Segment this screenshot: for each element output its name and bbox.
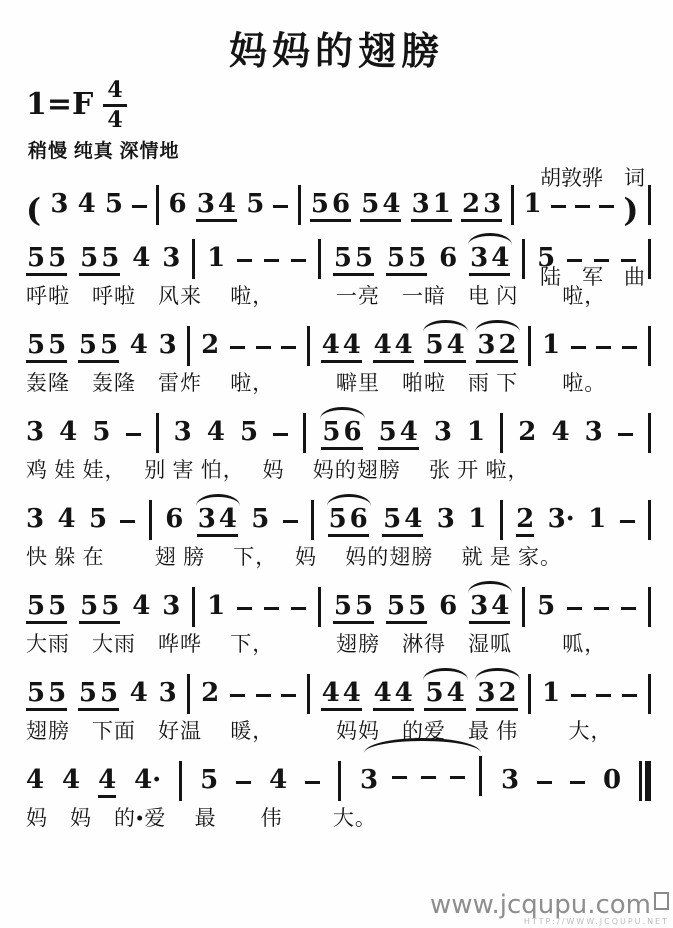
note-group bbox=[333, 245, 374, 276]
note: 5 bbox=[78, 678, 97, 708]
duration-dash bbox=[236, 781, 251, 784]
music-line bbox=[26, 236, 651, 309]
notes-row bbox=[26, 410, 651, 450]
note: 5 bbox=[92, 417, 111, 447]
duration-dash bbox=[596, 694, 611, 697]
note: 4 bbox=[382, 189, 401, 219]
key-tonic: 1=F bbox=[26, 87, 94, 122]
note: 1 bbox=[541, 330, 561, 360]
note-group bbox=[26, 680, 67, 711]
duration-dash bbox=[281, 694, 296, 697]
note: 4 bbox=[491, 243, 510, 273]
barline bbox=[648, 239, 651, 279]
note: 4 bbox=[399, 417, 418, 447]
duration-dash bbox=[570, 781, 585, 784]
note: 6 bbox=[439, 591, 458, 621]
note: 1 bbox=[468, 504, 487, 534]
barline bbox=[192, 587, 195, 627]
note-group bbox=[469, 593, 510, 624]
note-group bbox=[411, 191, 452, 222]
duration-dash bbox=[551, 205, 566, 208]
note: 5 bbox=[383, 504, 402, 534]
note: 4 bbox=[446, 330, 465, 360]
final-barline bbox=[639, 761, 651, 801]
note: 6 bbox=[439, 243, 458, 273]
note: 3 bbox=[436, 504, 455, 534]
lyrics-line: 轰隆 轰隆 雷炸 啦， 噼里 啪啦 雨 下 啦。 bbox=[26, 371, 607, 395]
barline bbox=[187, 326, 190, 366]
duration-dash bbox=[132, 205, 147, 208]
barline bbox=[500, 413, 503, 453]
note: 5 bbox=[80, 591, 99, 621]
note: 5 bbox=[99, 678, 119, 708]
note: 3 bbox=[50, 189, 69, 219]
note: 2 bbox=[201, 678, 220, 708]
note: 3 bbox=[197, 504, 216, 534]
note: 6 bbox=[165, 504, 184, 534]
note-group bbox=[196, 191, 237, 222]
duration-dash bbox=[537, 781, 552, 784]
barline bbox=[479, 756, 482, 796]
barline bbox=[648, 587, 651, 627]
note: 3 bbox=[411, 189, 430, 219]
note: 5 bbox=[386, 591, 406, 621]
note: 6 bbox=[349, 504, 368, 534]
duration-dash bbox=[305, 781, 320, 784]
music-line bbox=[26, 182, 651, 229]
duration-dash bbox=[273, 205, 288, 208]
note: 4 bbox=[551, 417, 570, 447]
note: 2 bbox=[498, 330, 517, 360]
note: 5 bbox=[27, 678, 46, 708]
note: 3 bbox=[433, 417, 452, 447]
note: 1 bbox=[541, 678, 561, 708]
barline bbox=[156, 185, 159, 225]
note: 6 bbox=[343, 417, 362, 447]
note: 4 bbox=[404, 504, 423, 534]
note: 3 bbox=[501, 765, 520, 795]
note: 3 bbox=[173, 417, 192, 447]
duration-dash bbox=[273, 433, 288, 436]
note-group bbox=[197, 506, 238, 537]
note-group bbox=[78, 332, 119, 363]
duration-dash bbox=[620, 520, 635, 523]
note: 5 bbox=[425, 678, 444, 708]
duration-dash bbox=[291, 607, 306, 610]
note-group bbox=[386, 245, 427, 276]
note-group bbox=[476, 680, 517, 711]
notes-row bbox=[26, 497, 651, 537]
note: 3 bbox=[584, 417, 603, 447]
note: 4 bbox=[98, 767, 116, 798]
barline bbox=[318, 239, 321, 279]
barline bbox=[298, 185, 301, 225]
barline bbox=[307, 326, 310, 366]
duration-dash bbox=[237, 259, 252, 262]
notes-row bbox=[26, 323, 651, 363]
barline bbox=[528, 326, 531, 366]
meter-denominator: 4 bbox=[107, 107, 123, 133]
note: 3 bbox=[477, 678, 496, 708]
note-group bbox=[321, 419, 362, 450]
note-group bbox=[26, 245, 67, 276]
watermark-sub-url: HTTP://WWW.JCQUPU.NET bbox=[523, 917, 669, 926]
barline bbox=[307, 674, 310, 714]
note: 5 bbox=[333, 243, 352, 273]
watermark-url: www.jcqupu.com bbox=[430, 890, 651, 920]
duration-dash bbox=[291, 259, 306, 262]
note: 4 bbox=[132, 243, 151, 273]
note: 5 bbox=[328, 504, 347, 534]
duration-dash bbox=[594, 259, 609, 262]
note: 1 bbox=[467, 417, 486, 447]
barline bbox=[511, 185, 514, 225]
lyrics-line: 翅膀 下面 好温 暖， 妈妈 的爱 最 伟 大， bbox=[26, 719, 613, 743]
barline bbox=[338, 761, 341, 801]
duration-dash bbox=[567, 607, 582, 610]
note: 3· bbox=[547, 504, 575, 534]
note: 3 bbox=[158, 330, 177, 360]
note: 4 bbox=[218, 504, 237, 534]
note: 2 bbox=[518, 417, 537, 447]
note: 2 bbox=[201, 330, 220, 360]
barline bbox=[149, 500, 152, 540]
note-group bbox=[79, 593, 120, 624]
watermark bbox=[430, 890, 669, 926]
note: 5 bbox=[408, 591, 427, 621]
barline bbox=[648, 413, 651, 453]
note-group bbox=[424, 332, 465, 363]
duration-dash bbox=[237, 607, 252, 610]
note: 5 bbox=[27, 330, 46, 360]
note-group bbox=[321, 680, 362, 711]
meter-numerator: 4 bbox=[103, 78, 126, 107]
note: 4 bbox=[446, 678, 465, 708]
lyricist-credit: 胡敦骅 词 bbox=[540, 166, 645, 190]
duration-dash bbox=[618, 433, 633, 436]
note: 5 bbox=[322, 417, 341, 447]
lyrics-line: 鸡 娃 娃， 别 害 怕， 妈 妈的翅膀 张 开 啦， bbox=[26, 458, 530, 482]
note: 4 bbox=[321, 678, 340, 708]
note: 5 bbox=[48, 330, 67, 360]
note-group bbox=[469, 245, 510, 276]
page-title: 妈妈的翅膀 bbox=[228, 31, 444, 73]
barline bbox=[500, 500, 503, 540]
note: 5 bbox=[78, 330, 97, 360]
barline bbox=[303, 413, 306, 453]
duration-dash bbox=[622, 694, 637, 697]
note: 5 bbox=[333, 591, 352, 621]
note-group bbox=[476, 332, 517, 363]
note: 5 bbox=[354, 243, 374, 273]
note: 1 bbox=[588, 504, 607, 534]
note: 2 bbox=[516, 506, 534, 537]
note-group bbox=[328, 506, 369, 537]
note: 4 bbox=[132, 591, 151, 621]
note: 5 bbox=[361, 189, 380, 219]
note: 5 bbox=[386, 243, 406, 273]
note: 5 bbox=[408, 243, 427, 273]
note: 4 bbox=[129, 678, 148, 708]
lyrics-line: 呼啦 呼啦 风来 啦， 一亮 一暗 电 闪 啦， bbox=[26, 284, 607, 308]
note-group bbox=[382, 506, 423, 537]
small-box-glyph bbox=[654, 892, 669, 910]
duration-dash bbox=[283, 520, 298, 523]
note: 5 bbox=[251, 504, 270, 534]
lyrics-line: 快 躲 在 翅 膀 下， 妈 妈的翅膀 就 是 家。 bbox=[26, 545, 562, 569]
note: 6 bbox=[168, 189, 187, 219]
note-group bbox=[359, 753, 483, 798]
note: 5 bbox=[101, 591, 120, 621]
duration-dash bbox=[621, 607, 636, 610]
barline bbox=[648, 185, 651, 225]
note: 3 bbox=[158, 678, 177, 708]
note: 5 bbox=[88, 504, 108, 534]
music-line bbox=[26, 323, 651, 396]
note: 4 bbox=[394, 678, 413, 708]
note: 5 bbox=[48, 243, 67, 273]
note: 4 bbox=[77, 189, 96, 219]
note: 5 bbox=[537, 591, 556, 621]
barline bbox=[522, 587, 525, 627]
note-group bbox=[78, 680, 119, 711]
note: 4 bbox=[342, 330, 361, 360]
note: 5 bbox=[537, 243, 556, 273]
note: 4 bbox=[373, 678, 392, 708]
barline bbox=[648, 674, 651, 714]
note-group bbox=[321, 332, 362, 363]
note: 5 bbox=[310, 189, 329, 219]
note: 4 bbox=[373, 330, 392, 360]
music-line bbox=[26, 671, 651, 744]
notes-row bbox=[26, 758, 651, 798]
composer-credit: 陆 军 曲 bbox=[540, 265, 645, 289]
barline bbox=[179, 761, 182, 801]
note: 4 bbox=[206, 417, 225, 447]
lyrics-line: 妈 妈 的•爱 最 伟 大。 bbox=[26, 806, 377, 830]
note: 3 bbox=[196, 189, 215, 219]
note: 3 bbox=[470, 591, 489, 621]
note-group bbox=[373, 332, 414, 363]
notes-row bbox=[26, 236, 651, 276]
note-group bbox=[79, 245, 120, 276]
duration-dash bbox=[281, 346, 296, 349]
duration-dash bbox=[256, 694, 271, 697]
note: 5 bbox=[80, 243, 99, 273]
music-line bbox=[26, 584, 651, 657]
note: 2 bbox=[498, 678, 517, 708]
tempo-marking: 稍慢 纯真 深情地 bbox=[28, 141, 180, 162]
note: 4 bbox=[217, 189, 237, 219]
note: 2 bbox=[461, 189, 481, 219]
duration-dash bbox=[450, 776, 465, 779]
duration-dash bbox=[596, 346, 611, 349]
note: 4 bbox=[57, 504, 76, 534]
note: 4 bbox=[491, 591, 510, 621]
note: 4 bbox=[62, 765, 81, 795]
note: 5 bbox=[354, 591, 374, 621]
duration-dash bbox=[622, 346, 637, 349]
notes-row bbox=[26, 671, 651, 711]
note: 3 bbox=[162, 243, 181, 273]
duration-dash bbox=[594, 607, 609, 610]
note: 4 bbox=[321, 330, 340, 360]
notes-row bbox=[26, 584, 651, 624]
duration-dash bbox=[571, 694, 586, 697]
lyrics-line: 大雨 大雨 哗哗 下， 翅膀 淋得 湿呱 呱， bbox=[26, 632, 607, 656]
note-group bbox=[310, 191, 351, 222]
barline bbox=[528, 674, 531, 714]
note-group bbox=[386, 593, 427, 624]
note: 3 bbox=[470, 243, 489, 273]
note-group bbox=[360, 191, 401, 222]
duration-dash bbox=[392, 776, 407, 779]
barline bbox=[648, 500, 651, 540]
note: 3 bbox=[483, 189, 502, 219]
note: 4 bbox=[129, 330, 148, 360]
time-signature bbox=[103, 78, 126, 131]
note-group bbox=[424, 680, 465, 711]
note: 5 bbox=[200, 765, 219, 795]
note: 1 bbox=[207, 591, 226, 621]
music-line bbox=[26, 410, 651, 483]
barline bbox=[318, 587, 321, 627]
note-group bbox=[461, 191, 502, 222]
barline bbox=[192, 239, 195, 279]
duration-dash bbox=[599, 205, 614, 208]
note-group bbox=[333, 593, 374, 624]
duration-dash bbox=[264, 607, 279, 610]
note: 0 bbox=[602, 765, 622, 795]
duration-dash bbox=[120, 520, 135, 523]
note-group bbox=[378, 419, 419, 450]
duration-dash bbox=[571, 346, 586, 349]
barline bbox=[648, 326, 651, 366]
music-lines bbox=[26, 168, 651, 841]
note: 5 bbox=[425, 330, 444, 360]
note: 6 bbox=[331, 189, 351, 219]
note: 5 bbox=[48, 591, 67, 621]
note-group bbox=[373, 680, 414, 711]
barline bbox=[311, 500, 314, 540]
music-line bbox=[26, 758, 651, 831]
note: 4 bbox=[59, 417, 78, 447]
note: 5 bbox=[27, 591, 46, 621]
duration-dash bbox=[230, 694, 245, 697]
note: 3 bbox=[26, 417, 45, 447]
parenthesis: ( bbox=[26, 191, 42, 229]
note: 5 bbox=[240, 417, 259, 447]
note: 5 bbox=[48, 678, 67, 708]
note: 4· bbox=[134, 765, 162, 795]
note: 1 bbox=[207, 243, 226, 273]
duration-dash bbox=[230, 346, 245, 349]
barline bbox=[187, 674, 190, 714]
note: 4 bbox=[26, 765, 45, 795]
note: 5 bbox=[99, 330, 119, 360]
note: 3 bbox=[26, 504, 45, 534]
final-barline-thick bbox=[645, 761, 651, 801]
barline bbox=[156, 413, 159, 453]
notes-row bbox=[26, 182, 651, 229]
music-line bbox=[26, 497, 651, 570]
note: 3 bbox=[162, 591, 181, 621]
note: 5 bbox=[378, 417, 397, 447]
note: 5 bbox=[27, 243, 46, 273]
note: 3 bbox=[477, 330, 496, 360]
note: 1 bbox=[523, 189, 542, 219]
note: 3 bbox=[360, 765, 379, 795]
barline bbox=[522, 239, 525, 279]
duration-dash bbox=[621, 259, 636, 262]
note: 5 bbox=[246, 189, 265, 219]
note: 4 bbox=[342, 678, 361, 708]
final-barline-thin bbox=[639, 761, 642, 801]
key-signature bbox=[26, 78, 127, 131]
note: 1 bbox=[432, 189, 451, 219]
duration-dash bbox=[567, 259, 582, 262]
note-group bbox=[26, 332, 67, 363]
duration-dash bbox=[264, 259, 279, 262]
duration-dash bbox=[126, 433, 141, 436]
note: 5 bbox=[104, 189, 123, 219]
note-group bbox=[26, 593, 67, 624]
note: 4 bbox=[269, 765, 288, 795]
duration-dash bbox=[256, 346, 271, 349]
duration-dash bbox=[421, 776, 436, 779]
parenthesis: ) bbox=[623, 191, 639, 229]
note: 4 bbox=[394, 330, 413, 360]
note: 5 bbox=[101, 243, 120, 273]
duration-dash bbox=[575, 205, 590, 208]
